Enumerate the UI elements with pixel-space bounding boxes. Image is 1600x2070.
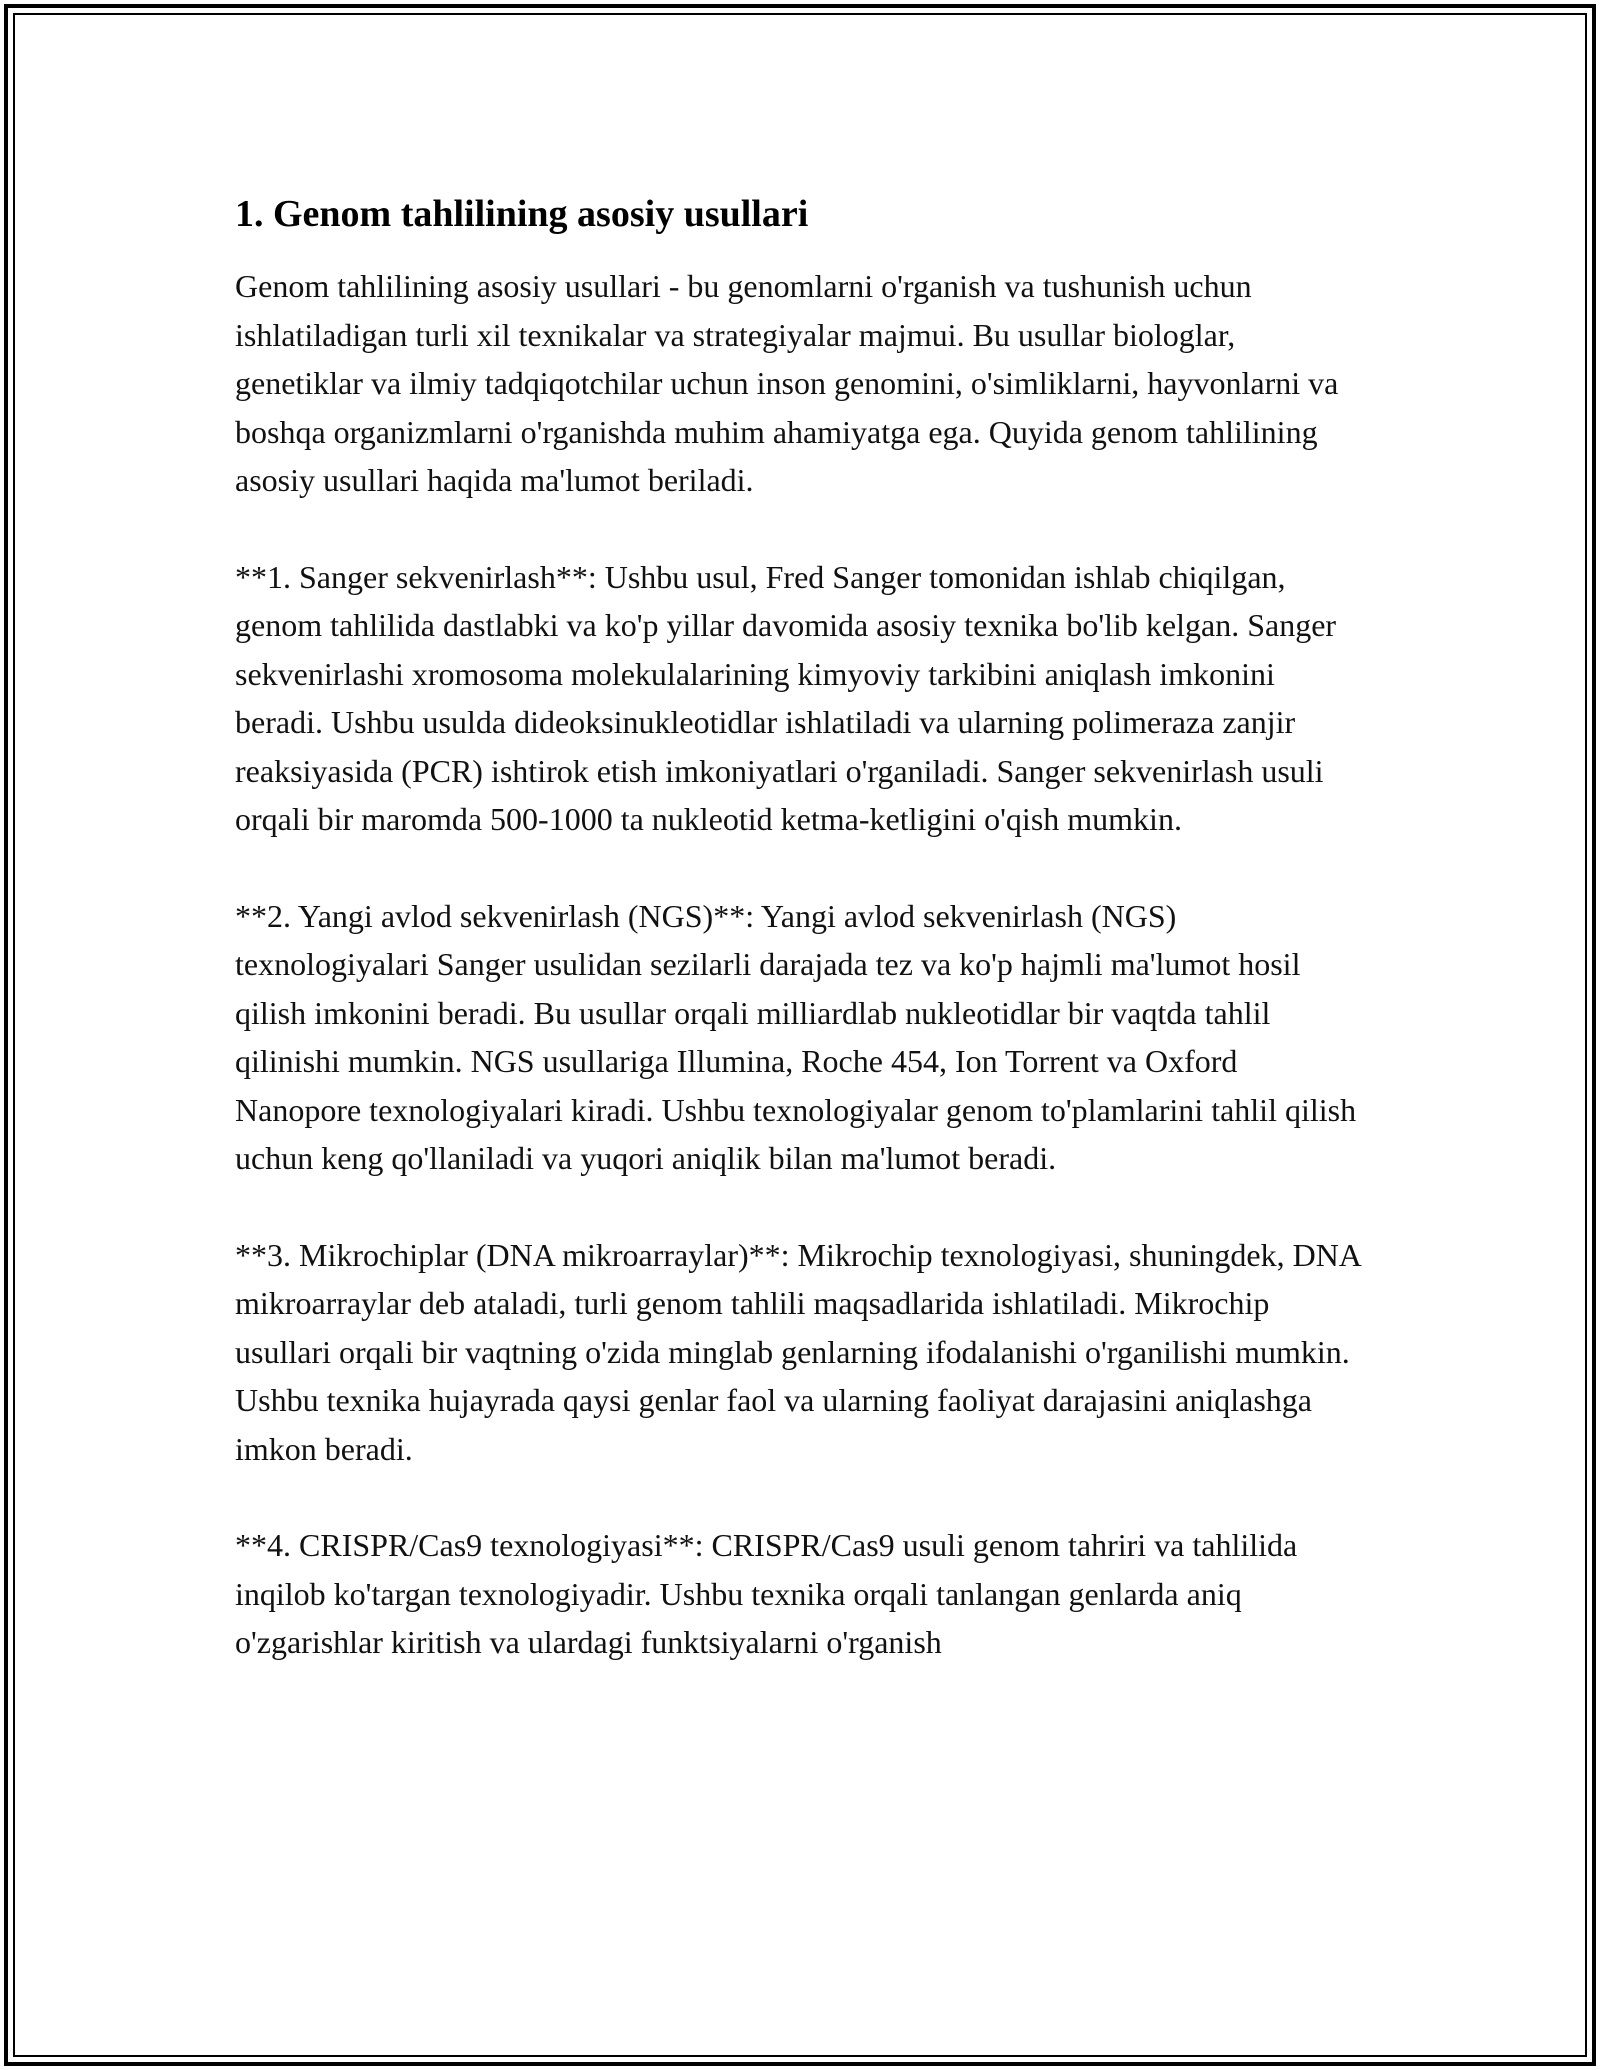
- sanger-paragraph: **1. Sanger sekvenirlash**: Ushbu usul, Fred Sanger tomonidan ishlab chiqilgan, genom tahlilida dastlabki va ko'p yillar davomida asosiy texnika bo'lib kelgan. Sanger sekvenirlashi xromosoma molekulalarining kimyoviy tarkibini aniqlash imkonini beradi. Ushbu usulda dideoksinukleotidlar ishlatiladi va ularning polimeraza zanjir reaksiyasida (PCR) ishtirok etish imkoniyatlari o'rganiladi. Sanger sekvenirlash usuli orqali bir maromda 500-1000 ta nukleotid ketma-ketligini o'qish mumkin.: [235, 558, 1337, 837]
- ngs-paragraph: **2. Yangi avlod sekvenirlash (NGS)**: Yangi avlod sekvenirlash (NGS) texnologiyalari Sanger usulidan sezilarli darajada tez va ko'p hajmli ma'lumot hosil qilish imkonini beradi. Bu usullar orqali milliardlab nukleotidlar bir vaqtda tahlil qilinishi mumkin. NGS usullariga Illumina, Roche 454, Ion Torrent va Oxford Nanopore texnologiyalari kiradi. Ushbu texnologiyalar genom to'plamlarini tahlil qilish uchun keng qo'llaniladi va yuqori aniqlik bilan ma'lumot beradi.: [235, 897, 1357, 1176]
- crispr-paragraph: **4. CRISPR/Cas9 texnologiyasi**: CRISPR/Cas9 usuli genom tahriri va tahlilida inqilob ko'targan texnologiyadir. Ushbu texnika orqali tanlangan genlarda aniq o'zgarishlar kiritish va ulardagi funktsiyalarni o'rganish: [235, 1527, 1298, 1660]
- section-heading: 1. Genom tahlilining asosiy usullari: [235, 193, 809, 235]
- document-body: [235, 188, 1365, 1715]
- microarray-paragraph: **3. Mikrochiplar (DNA mikroarraylar)**: Mikrochip texnologiyasi, shuningdek, DNA mikroarraylar deb ataladi, turli genom tahlili maqsadlarida ishlatiladi. Mikrochip usullari orqali bir vaqtning o'zida minglab genlarning ifodalanishi o'rganilishi mumkin. Ushbu texnika hujayrada qaysi genlar faol va ularning faoliyat darajasini aniqlashga imkon beradi.: [235, 1236, 1361, 1467]
- intro-paragraph: Genom tahlilining asosiy usullari - bu genomlarni o'rganish va tushunish uchun ishlatiladigan turli xil texnikalar va strategiyalar majmui. Bu usullar biologlar, genetiklar va ilmiy tadqiqotchilar uchun inson genomini, o'simliklarni, hayvonlarni va boshqa organizmlarni o'rganishda muhim ahamiyatga ega. Quyida genom tahlilining asosiy usullari haqida ma'lumot beriladi.: [235, 268, 1339, 498]
